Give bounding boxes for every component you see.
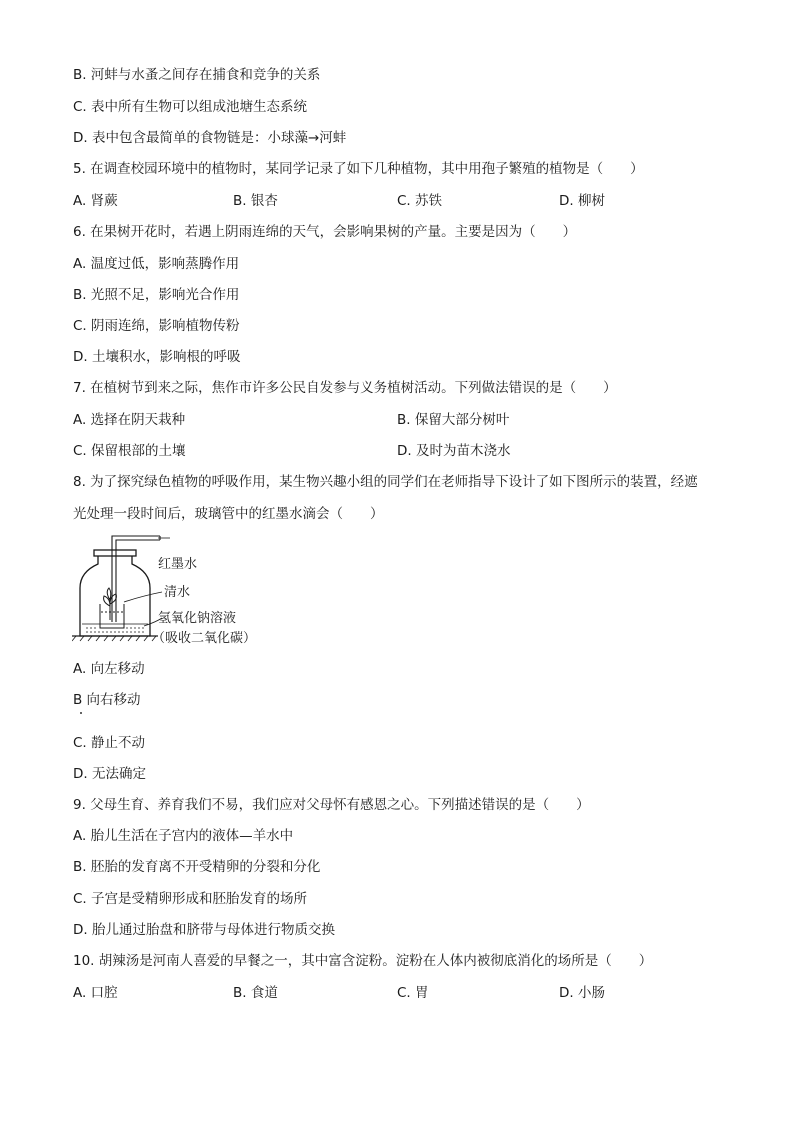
q5-option-d: D. 柳树 bbox=[559, 193, 605, 209]
question-7: 7. 在植树节到来之际，焦作市许多公民自发参与义务植树活动。下列做法错误的是（ ） bbox=[73, 380, 617, 396]
q6-option-b: B. 光照不足，影响光合作用 bbox=[73, 287, 240, 303]
label-clear-water: 清水 bbox=[164, 585, 191, 600]
question-8-line-2: 光处理一段时间后，玻璃管中的红墨水滴会（ ） bbox=[73, 506, 384, 522]
q6-option-a: A. 温度过低，影响蒸腾作用 bbox=[73, 256, 240, 272]
question-10: 10. 胡辣汤是河南人喜爱的早餐之一，其中富含淀粉。淀粉在人体内被彻底消化的场所是（ ） bbox=[73, 953, 653, 969]
question-8-line-1: 8. 为了探究绿色植物的呼吸作用，某生物兴趣小组的同学们在老师指导下设计了如下图所示的装置，经遮 bbox=[73, 474, 698, 490]
question-5: 5. 在调查校园环境中的植物时，某同学记录了如下几种植物，其中用孢子繁殖的植物是（ ） bbox=[73, 161, 644, 177]
q7-option-c: C. 保留根部的土壤 bbox=[73, 443, 186, 459]
q10-option-a: A. 口腔 bbox=[73, 985, 118, 1001]
q7-option-b: B. 保留大部分树叶 bbox=[397, 412, 510, 428]
q6-option-c: C. 阴雨连绵，影响植物传粉 bbox=[73, 318, 240, 334]
glass-jar bbox=[80, 550, 150, 636]
label-absorb-co2: （吸收二氧化碳） bbox=[152, 631, 257, 646]
question-9: 9. 父母生育、养育我们不易，我们应对父母怀有感恩之心。下列描述错误的是（ ） bbox=[73, 797, 590, 813]
q5-option-a: A. 肾蕨 bbox=[73, 193, 118, 209]
respiration-apparatus-diagram bbox=[72, 532, 312, 647]
glass-tube bbox=[112, 536, 160, 622]
q9-option-a: A. 胎儿生活在子宫内的液体—羊水中 bbox=[73, 828, 294, 844]
label-naoh-solution: 氢氧化钠溶液 bbox=[158, 611, 237, 626]
q9-option-c: C. 子宫是受精卵形成和胚胎发育的场所 bbox=[73, 891, 308, 907]
q7-option-a: A. 选择在阴天栽种 bbox=[73, 412, 186, 428]
q10-option-d: D. 小肠 bbox=[559, 985, 605, 1001]
label-red-ink: 红墨水 bbox=[158, 557, 198, 572]
q7-option-d: D. 及时为苗木浇水 bbox=[397, 443, 511, 459]
question-6: 6. 在果树开花时，若遇上阴雨连绵的天气，会影响果树的产量。主要是因为（ ） bbox=[73, 224, 577, 240]
ground-hatching bbox=[72, 636, 156, 641]
q8-option-c: C. 静止不动 bbox=[73, 735, 146, 751]
q9-option-b: B. 胚胎的发育离不开受精卵的分裂和分化 bbox=[73, 859, 321, 875]
q5-option-b: B. 银杏 bbox=[233, 193, 278, 209]
q10-option-b: B. 食道 bbox=[233, 985, 278, 1001]
q8-option-a: A. 向左移动 bbox=[73, 661, 145, 677]
q8-option-b: B 向右移动 bbox=[73, 692, 141, 708]
q6-option-d: D. 土壤积水，影响根的呼吸 bbox=[73, 349, 241, 365]
q4-option-b: B. 河蚌与水蚤之间存在捕食和竞争的关系 bbox=[73, 67, 321, 83]
q4-option-c: C. 表中所有生物可以组成池塘生态系统 bbox=[73, 99, 308, 115]
q9-option-d: D. 胎儿通过胎盘和脐带与母体进行物质交换 bbox=[73, 922, 335, 938]
q4-option-d: D. 表中包含最简单的食物链是：小球藻→河蚌 bbox=[73, 130, 347, 146]
q8-option-d: D. 无法确定 bbox=[73, 766, 146, 782]
q5-option-c: C. 苏铁 bbox=[397, 193, 443, 209]
stray-dot bbox=[80, 712, 82, 714]
q10-option-c: C. 胃 bbox=[397, 985, 429, 1001]
